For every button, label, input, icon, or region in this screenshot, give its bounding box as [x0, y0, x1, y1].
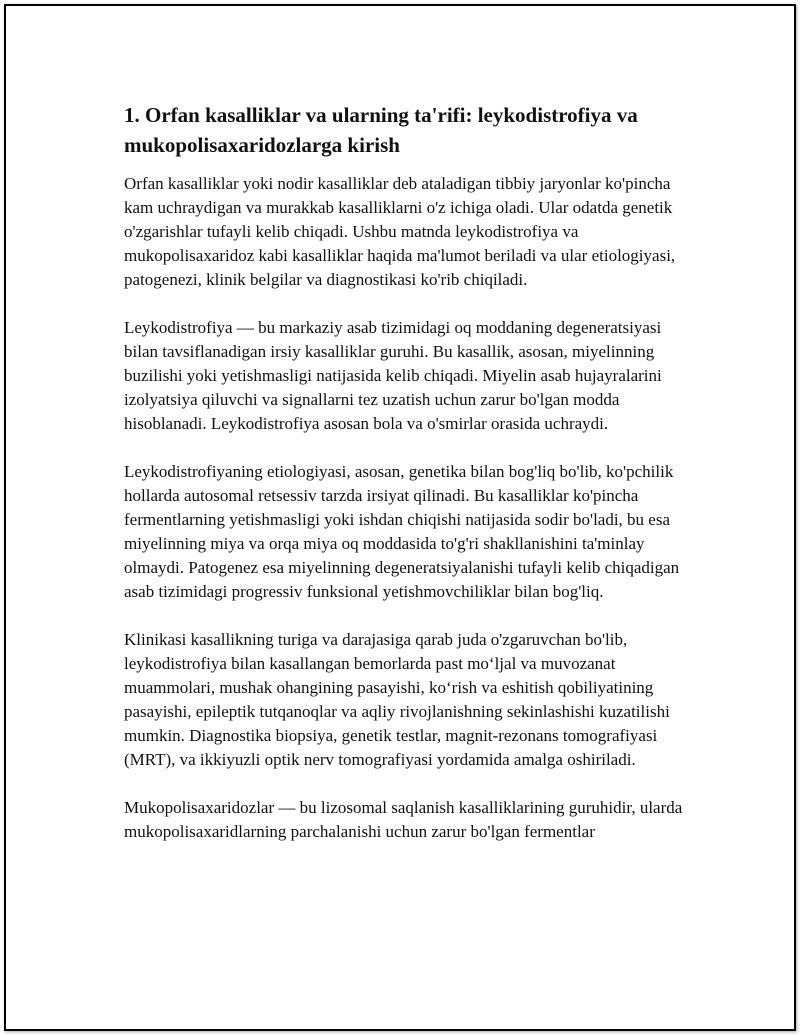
document-body — [124, 100, 694, 868]
paragraph-mucopolysaccharidoses: Mukopolisaxaridozlar — bu lizosomal saqlanish kasalliklarining guruhidir, ularda mukopolisaxaridlarning parchalanishi uchun zarur bo'lgan fermentlar — [124, 798, 683, 841]
section-heading: 1. Orfan kasalliklar va ularning ta'rifi: leykodistrofiya va mukopolisaxaridozlarga kirish — [124, 103, 638, 157]
paragraph-leukodystrophy-etiology: Leykodistrofiyaning etiologiyasi, asosan, genetika bilan bog'liq bo'lib, ko'pchilik hollarda autosomal retsessiv tarzda irsiyat qilinadi. Bu kasalliklar ko'pincha fermentlarning yetishmasligi yoki ishdan chiqishi natijasida sodir bo'ladi, bu esa miyelinning miya va orqa miya oq moddasida to'g'ri shakllanishini ta'minlay olmaydi. Patogenez esa miyelinning degeneratsiyalanishi tufayli kelib chiqadigan asab tizimidagi progressiv funksional yetishmovchiliklar bilan bog'liq. — [124, 462, 680, 601]
paragraph-leukodystrophy-definition: Leykodistrofiya — bu markaziy asab tizimidagi oq moddaning degeneratsiyasi bilan tavsiflanadigan irsiy kasalliklar guruhi. Bu kasallik, asosan, miyelinning buzilishi yoki yetishmasligi natijasida kelib chiqadi. Miyelin asab hujayralarini izolyatsiya qiluvchi va signallarni tez uzatish uchun zarur bo'lgan modda hisoblanadi. Leykodistrofiya asosan bola va o'smirlar orasida uchraydi. — [124, 318, 662, 433]
paragraph-leukodystrophy-clinic: Klinikasi kasallikning turiga va darajasiga qarab juda o'zgaruvchan bo'lib, leykodistrofiya bilan kasallangan bemorlarda past moʻljal va muvozanat muammolari, mushak ohangining pasayishi, koʻrish va eshitish qobiliyatining pasayishi, epileptik tutqanoqlar va aqliy rivojlanishning sekinlashishi kuzatilishi mumkin. Diagnostika biopsiya, genetik testlar, magnit-rezonans tomografiyasi (MRT), va ikkiyuzli optik nerv tomografiyasi yordamida amalga oshiriladi. — [124, 630, 670, 769]
paragraph-orphan-diseases-intro: Orfan kasalliklar yoki nodir kasalliklar deb ataladigan tibbiy jaryonlar ko'pincha kam uchraydigan va murakkab kasalliklarni o'z ichiga oladi. Ular odatda genetik o'zgarishlar tufayli kelib chiqadi. Ushbu matnda leykodistrofiya va mukopolisaxaridoz kabi kasalliklar haqida ma'lumot beriladi va ular etiologiyasi, patogenezi, klinik belgilar va diagnostikasi ko'rib chiqiladi. — [124, 174, 676, 289]
document-page — [4, 4, 796, 1031]
